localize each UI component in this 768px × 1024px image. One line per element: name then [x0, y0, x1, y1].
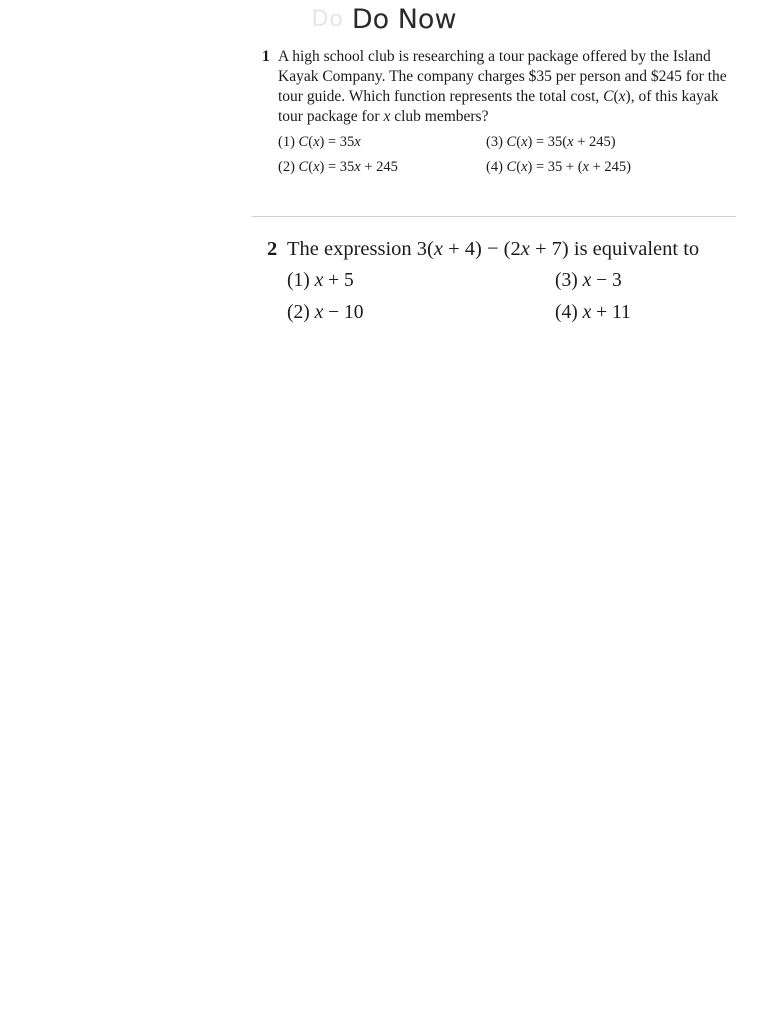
section-divider — [252, 216, 736, 217]
question-2-text: The expression 3(x + 4) − (2x + 7) is equivalent to — [287, 238, 700, 260]
question-1-choice-2[interactable]: (2) C(x) = 35x + 245 — [278, 159, 398, 175]
question-2-choice-2[interactable]: (2) x − 10 — [287, 302, 364, 323]
question-2-choice-1[interactable]: (1) x + 5 — [287, 270, 354, 291]
question-1-choice-3[interactable]: (3) C(x) = 35(x + 245) — [486, 134, 616, 150]
question-1 — [262, 47, 732, 177]
question-1-number: 1 — [262, 48, 270, 65]
page-title: Do Now — [351, 4, 457, 35]
question-1-choice-1[interactable]: (1) C(x) = 35x — [278, 134, 361, 150]
question-2-number: 2 — [267, 238, 278, 260]
question-2-choice-4[interactable]: (4) x + 11 — [555, 302, 631, 323]
faded-title-text: Do — [311, 7, 344, 32]
question-1-stem — [262, 47, 732, 127]
question-2-choices — [287, 267, 737, 327]
question-2 — [267, 235, 737, 327]
question-2-stem — [267, 235, 737, 263]
question-1-choices — [278, 132, 732, 177]
question-2-choice-3[interactable]: (3) x − 3 — [555, 270, 622, 291]
page-header — [0, 4, 768, 35]
question-1-text: A high school club is researching a tour package offered by the Island Kayak Company. The company charges $35 per person and $245 for the tour guide. Which function represents the total cost, C(x), of this kayak tour package for x club members? — [278, 48, 727, 125]
question-1-choice-4[interactable]: (4) C(x) = 35 + (x + 245) — [486, 159, 631, 175]
